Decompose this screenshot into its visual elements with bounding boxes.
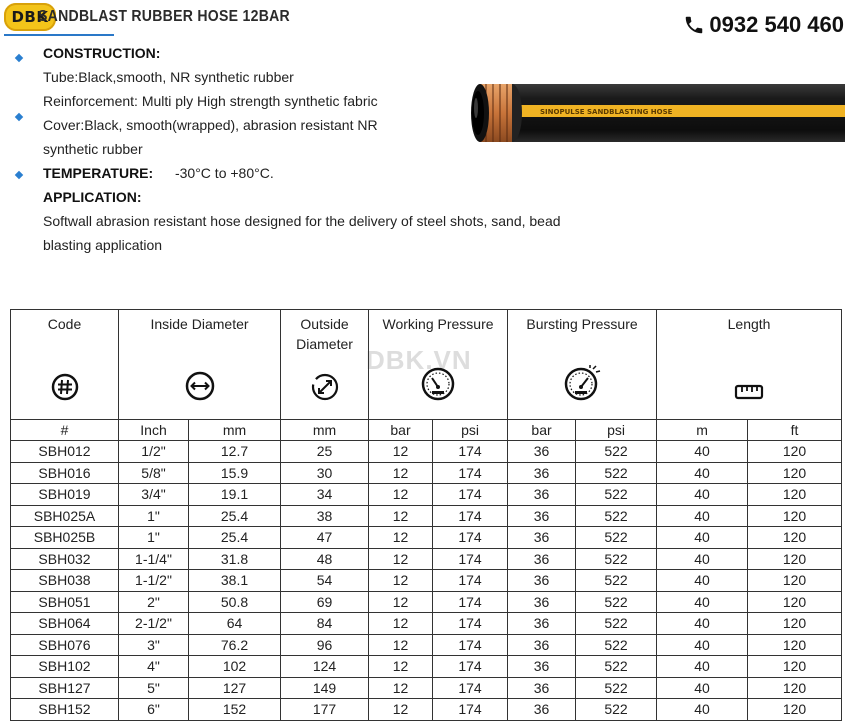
cell-bursting-pressure-psi: 522	[576, 484, 657, 506]
temperature-value: -30°C to +80°C.	[174, 165, 274, 181]
bullet-icon	[15, 54, 23, 62]
cell-length-ft: 120	[748, 484, 842, 506]
cell-outside-diameter-mm: 54	[281, 570, 369, 592]
cell-code: SBH016	[11, 462, 119, 484]
header-outside-diameter-label: Outside	[300, 316, 349, 332]
cell-length-ft: 120	[748, 441, 842, 463]
cell-inside-diameter-mm: 64	[189, 613, 281, 635]
cell-bursting-pressure-psi: 522	[576, 699, 657, 721]
table-row	[11, 527, 842, 549]
cell-inside-diameter-mm: 152	[189, 699, 281, 721]
cell-outside-diameter-mm: 30	[281, 462, 369, 484]
cell-code: SBH051	[11, 591, 119, 613]
cell-working-pressure-psi: 174	[433, 462, 508, 484]
cell-length-ft: 120	[748, 634, 842, 656]
header-code	[11, 310, 119, 420]
cell-inside-diameter-mm: 102	[189, 656, 281, 678]
cell-inside-diameter-mm: 25.4	[189, 505, 281, 527]
burst-gauge-icon	[563, 365, 601, 401]
table-body	[11, 441, 842, 721]
brand-logo: DBK	[4, 3, 56, 31]
application-text-cont: blasting application	[43, 237, 163, 253]
cell-length-m: 40	[657, 570, 748, 592]
table-row	[11, 656, 842, 678]
hose-label: SINOPULSE SANDBLASTING HOSE	[540, 108, 673, 116]
cell-code: SBH127	[11, 677, 119, 699]
cell-length-ft: 120	[748, 505, 842, 527]
unit-cell: psi	[433, 420, 508, 441]
cell-working-pressure-psi: 174	[433, 548, 508, 570]
cell-bursting-pressure-bar: 36	[508, 484, 576, 506]
cell-working-pressure-psi: 174	[433, 527, 508, 549]
cell-bursting-pressure-psi: 522	[576, 570, 657, 592]
table-row	[11, 441, 842, 463]
cell-inside-diameter-mm: 38.1	[189, 570, 281, 592]
cell-inside-diameter-inch: 2"	[119, 591, 189, 613]
cell-working-pressure-bar: 12	[369, 699, 433, 721]
page-title: SANDBLAST RUBBER HOSE 12BAR	[38, 8, 290, 25]
cell-working-pressure-bar: 12	[369, 548, 433, 570]
cell-length-ft: 120	[748, 677, 842, 699]
cell-length-m: 40	[657, 591, 748, 613]
cell-bursting-pressure-psi: 522	[576, 677, 657, 699]
cell-working-pressure-bar: 12	[369, 570, 433, 592]
cell-inside-diameter-inch: 2-1/2"	[119, 613, 189, 635]
cell-inside-diameter-inch: 6"	[119, 699, 189, 721]
cell-code: SBH025A	[11, 505, 119, 527]
header-length	[657, 310, 842, 420]
cell-working-pressure-bar: 12	[369, 441, 433, 463]
cell-length-m: 40	[657, 462, 748, 484]
cell-inside-diameter-mm: 127	[189, 677, 281, 699]
cell-inside-diameter-inch: 3"	[119, 634, 189, 656]
unit-cell: Inch	[119, 420, 189, 441]
cell-outside-diameter-mm: 47	[281, 527, 369, 549]
cell-working-pressure-psi: 174	[433, 484, 508, 506]
cover-spec-cont: synthetic rubber	[43, 141, 143, 157]
cell-outside-diameter-mm: 38	[281, 505, 369, 527]
phone-contact[interactable]	[683, 12, 844, 38]
cell-inside-diameter-mm: 25.4	[189, 527, 281, 549]
cell-length-m: 40	[657, 505, 748, 527]
cell-working-pressure-bar: 12	[369, 484, 433, 506]
cell-code: SBH064	[11, 613, 119, 635]
bullet-icon	[15, 171, 23, 179]
cell-length-ft: 120	[748, 527, 842, 549]
cell-bursting-pressure-psi: 522	[576, 527, 657, 549]
cell-bursting-pressure-psi: 522	[576, 656, 657, 678]
cell-working-pressure-psi: 174	[433, 441, 508, 463]
application-heading: APPLICATION:	[43, 189, 142, 205]
cell-inside-diameter-inch: 1"	[119, 505, 189, 527]
cell-bursting-pressure-psi: 522	[576, 441, 657, 463]
cell-working-pressure-psi: 174	[433, 656, 508, 678]
cell-bursting-pressure-bar: 36	[508, 656, 576, 678]
header-working-pressure-label: Working Pressure	[382, 316, 494, 332]
application-text: Softwall abrasion resistant hose designed for the delivery of steel shots, sand, bead	[43, 213, 561, 229]
cell-bursting-pressure-bar: 36	[508, 570, 576, 592]
cell-bursting-pressure-bar: 36	[508, 591, 576, 613]
header-length-label: Length	[727, 316, 771, 332]
cell-working-pressure-psi: 174	[433, 505, 508, 527]
cell-inside-diameter-inch: 1-1/2"	[119, 570, 189, 592]
cell-working-pressure-bar: 12	[369, 591, 433, 613]
bullet-icon	[15, 113, 23, 121]
cell-outside-diameter-mm: 25	[281, 441, 369, 463]
cell-working-pressure-bar: 12	[369, 505, 433, 527]
cell-bursting-pressure-psi: 522	[576, 591, 657, 613]
cell-inside-diameter-inch: 1"	[119, 527, 189, 549]
table-row	[11, 505, 842, 527]
header-outside-diameter-label-2: Diameter	[296, 336, 353, 352]
cell-inside-diameter-mm: 12.7	[189, 441, 281, 463]
tube-spec: Tube:Black,smooth, NR synthetic rubber	[43, 69, 294, 85]
construction-heading: CONSTRUCTION:	[43, 45, 161, 61]
cell-outside-diameter-mm: 177	[281, 699, 369, 721]
header-bursting-pressure-label: Bursting Pressure	[526, 316, 638, 332]
table-row	[11, 462, 842, 484]
cell-length-m: 40	[657, 613, 748, 635]
table-row	[11, 699, 842, 721]
cell-bursting-pressure-psi: 522	[576, 613, 657, 635]
spec-table	[10, 309, 842, 721]
cell-bursting-pressure-bar: 36	[508, 505, 576, 527]
unit-cell: ft	[748, 420, 842, 441]
cell-inside-diameter-inch: 4"	[119, 656, 189, 678]
cell-bursting-pressure-psi: 522	[576, 548, 657, 570]
cell-length-m: 40	[657, 656, 748, 678]
title-underline	[4, 34, 114, 36]
cell-inside-diameter-mm: 19.1	[189, 484, 281, 506]
cell-bursting-pressure-bar: 36	[508, 613, 576, 635]
cell-bursting-pressure-bar: 36	[508, 462, 576, 484]
hash-icon	[51, 373, 79, 401]
cell-code: SBH012	[11, 441, 119, 463]
temperature-heading: TEMPERATURE:	[43, 165, 154, 181]
cell-working-pressure-bar: 12	[369, 527, 433, 549]
table-row	[11, 484, 842, 506]
cell-code: SBH038	[11, 570, 119, 592]
header-code-label: Code	[47, 316, 82, 332]
cell-bursting-pressure-bar: 36	[508, 677, 576, 699]
unit-cell: bar	[369, 420, 433, 441]
unit-cell: psi	[576, 420, 657, 441]
cell-length-ft: 120	[748, 548, 842, 570]
units-row	[11, 420, 842, 441]
cell-working-pressure-psi: 174	[433, 570, 508, 592]
hose-image	[440, 62, 845, 202]
cell-working-pressure-psi: 174	[433, 591, 508, 613]
cell-length-m: 40	[657, 634, 748, 656]
pressure-gauge-icon	[421, 367, 455, 401]
reinforcement-spec: Reinforcement: Multi ply High strength synthetic fabric	[43, 93, 378, 109]
cell-length-m: 40	[657, 677, 748, 699]
cell-bursting-pressure-psi: 522	[576, 462, 657, 484]
cell-bursting-pressure-bar: 36	[508, 527, 576, 549]
header-outside-diameter	[281, 310, 369, 420]
cell-code: SBH019	[11, 484, 119, 506]
cell-length-ft: 120	[748, 462, 842, 484]
cell-outside-diameter-mm: 34	[281, 484, 369, 506]
cell-length-ft: 120	[748, 699, 842, 721]
cell-outside-diameter-mm: 149	[281, 677, 369, 699]
cell-working-pressure-bar: 12	[369, 613, 433, 635]
cell-inside-diameter-inch: 5/8"	[119, 462, 189, 484]
table-row	[11, 570, 842, 592]
cell-code: SBH025B	[11, 527, 119, 549]
cell-working-pressure-psi: 174	[433, 677, 508, 699]
cell-working-pressure-psi: 174	[433, 613, 508, 635]
cell-outside-diameter-mm: 96	[281, 634, 369, 656]
unit-cell: #	[11, 420, 119, 441]
cell-length-ft: 120	[748, 591, 842, 613]
unit-cell: m	[657, 420, 748, 441]
cell-inside-diameter-inch: 1/2"	[119, 441, 189, 463]
cell-bursting-pressure-psi: 522	[576, 634, 657, 656]
unit-cell: mm	[281, 420, 369, 441]
table-row	[11, 591, 842, 613]
cell-outside-diameter-mm: 48	[281, 548, 369, 570]
cover-spec: Cover:Black, smooth(wrapped), abrasion resistant NR	[43, 117, 378, 133]
cell-bursting-pressure-bar: 36	[508, 548, 576, 570]
cell-length-ft: 120	[748, 570, 842, 592]
cell-code: SBH032	[11, 548, 119, 570]
phone-number: 0932 540 460	[709, 12, 844, 37]
cell-code: SBH102	[11, 656, 119, 678]
cell-inside-diameter-mm: 50.8	[189, 591, 281, 613]
cell-working-pressure-psi: 174	[433, 634, 508, 656]
header-inside-diameter	[119, 310, 281, 420]
cell-inside-diameter-inch: 1-1/4"	[119, 548, 189, 570]
unit-cell: bar	[508, 420, 576, 441]
watermark: DBK.VN	[366, 345, 472, 375]
cell-bursting-pressure-bar: 36	[508, 699, 576, 721]
cell-length-m: 40	[657, 699, 748, 721]
cell-working-pressure-psi: 174	[433, 699, 508, 721]
phone-icon	[683, 14, 705, 36]
cell-inside-diameter-inch: 5"	[119, 677, 189, 699]
cell-length-m: 40	[657, 484, 748, 506]
outside-diameter-icon	[311, 373, 339, 401]
cell-code: SBH076	[11, 634, 119, 656]
table-row	[11, 548, 842, 570]
cell-code: SBH152	[11, 699, 119, 721]
cell-working-pressure-bar: 12	[369, 656, 433, 678]
header-working-pressure	[369, 310, 508, 420]
table-row	[11, 677, 842, 699]
cell-inside-diameter-mm: 31.8	[189, 548, 281, 570]
cell-bursting-pressure-bar: 36	[508, 441, 576, 463]
header-bursting-pressure	[508, 310, 657, 420]
ruler-icon	[734, 383, 764, 401]
unit-cell: mm	[189, 420, 281, 441]
cell-working-pressure-bar: 12	[369, 462, 433, 484]
cell-inside-diameter-mm: 15.9	[189, 462, 281, 484]
cell-bursting-pressure-bar: 36	[508, 634, 576, 656]
table-row	[11, 634, 842, 656]
cell-bursting-pressure-psi: 522	[576, 505, 657, 527]
cell-outside-diameter-mm: 84	[281, 613, 369, 635]
cell-length-m: 40	[657, 527, 748, 549]
cell-length-m: 40	[657, 548, 748, 570]
cell-outside-diameter-mm: 69	[281, 591, 369, 613]
cell-length-ft: 120	[748, 613, 842, 635]
cell-length-m: 40	[657, 441, 748, 463]
cell-working-pressure-bar: 12	[369, 677, 433, 699]
cell-inside-diameter-inch: 3/4"	[119, 484, 189, 506]
diameter-arrows-icon	[185, 371, 215, 401]
cell-working-pressure-bar: 12	[369, 634, 433, 656]
cell-outside-diameter-mm: 124	[281, 656, 369, 678]
header-inside-diameter-label: Inside Diameter	[150, 316, 249, 332]
table-row	[11, 613, 842, 635]
cell-length-ft: 120	[748, 656, 842, 678]
cell-inside-diameter-mm: 76.2	[189, 634, 281, 656]
